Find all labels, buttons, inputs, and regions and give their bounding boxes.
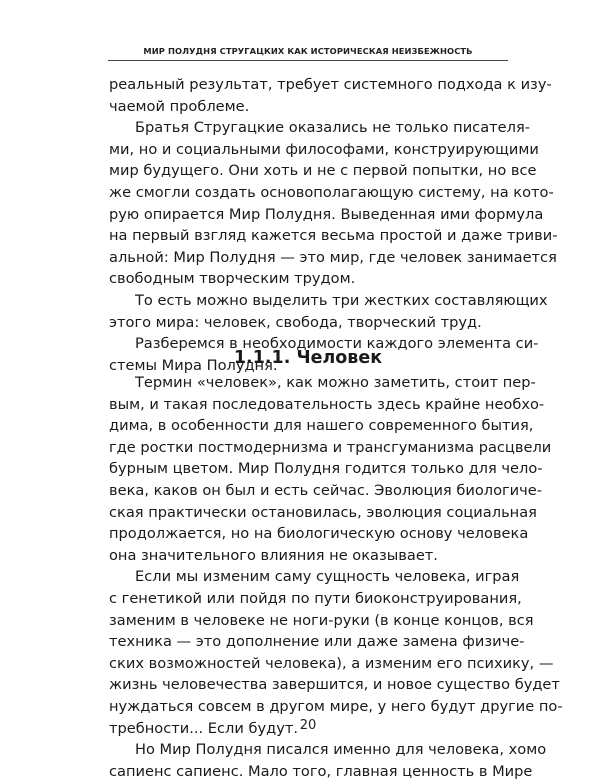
text-line: реальный результат, требует системного подхода к изу-	[109, 76, 552, 93]
running-header: МИР ПОЛУДНЯ СТРУГАЦКИХ КАК ИСТОРИЧЕСКАЯ НЕИЗБЕЖНОСТЬ	[143, 46, 473, 56]
header-rule	[108, 60, 508, 61]
text-line: заменим в человеке не ноги-руки (в конце концов, вся	[109, 611, 534, 629]
text-line: же смогли создать основополагающую систему, на кото-	[109, 183, 554, 201]
text-line: ми, но и социальными философами, конструирующими	[109, 140, 539, 158]
text-line: требности... Если будут.	[109, 719, 298, 737]
text-line: рую опирается Мир Полудня. Выведенная ими формула	[109, 205, 544, 223]
text-line: техника — это дополнение или даже замена физиче-	[109, 633, 525, 651]
text-line: дима, в особенности для нашего современного бытия,	[109, 417, 534, 435]
text-line: Но Мир Полудня писался именно для человека, хомо	[135, 741, 547, 759]
text-line: альной: Мир Полудня — это мир, где человек занимается	[109, 248, 557, 266]
text-line: мир будущего. Они хоть и не с первой попытки, но все	[109, 162, 537, 180]
text-line: стемы Мира Полудня.	[109, 356, 278, 374]
text-line: вым, и такая последовательность здесь крайне необхо-	[109, 395, 545, 413]
text-line: жизнь человечества завершится, и новое существо будет	[109, 676, 560, 694]
text-line: этого мира: человек, свобода, творческий труд.	[109, 313, 482, 331]
text-line: продолжается, но на биологическую основу человека	[109, 525, 529, 543]
page-top-text	[109, 74, 558, 376]
text-line: Братья Стругацкие оказались не только писателя-	[135, 119, 531, 137]
text-line: с генетикой или пойдя по пути биоконструирования,	[109, 589, 522, 607]
text-line: Разберемся в необходимости каждого элемента си-	[135, 335, 539, 353]
text-line: чаемой проблеме.	[109, 97, 250, 115]
text-line: века, каков он был и есть сейчас. Эволюция биологиче-	[109, 481, 543, 499]
text-line: То есть можно выделить три жестких составляющих	[135, 291, 548, 309]
text-line: бурным цветом. Мир Полудня годится только для чело-	[109, 460, 543, 478]
text-line: Если мы изменим саму сущность человека, играя	[135, 568, 520, 586]
text-line: ская практически остановилась, эволюция социальная	[109, 503, 537, 521]
page-number: 20	[299, 718, 317, 733]
text-line: где ростки постмодернизма и трансгуманизма расцвели	[109, 438, 552, 456]
section-heading: 1.1.1. Человек	[233, 348, 383, 368]
text-line: нуждаться совсем в другом мире, у него будут другие по-	[109, 697, 563, 715]
text-line: ских возможностей человека), а изменим его психику, —	[109, 654, 554, 672]
text-line: она значительного влияния не оказывает.	[109, 546, 438, 564]
text-line: сапиенс сапиенс. Мало того, главная ценность в Мире	[109, 762, 533, 780]
text-line: на первый взгляд кажется весьма простой и даже триви-	[109, 227, 558, 245]
text-line: Термин «человек», как можно заметить, стоит пер-	[135, 374, 536, 391]
text-line: свободным творческим трудом.	[109, 270, 356, 288]
